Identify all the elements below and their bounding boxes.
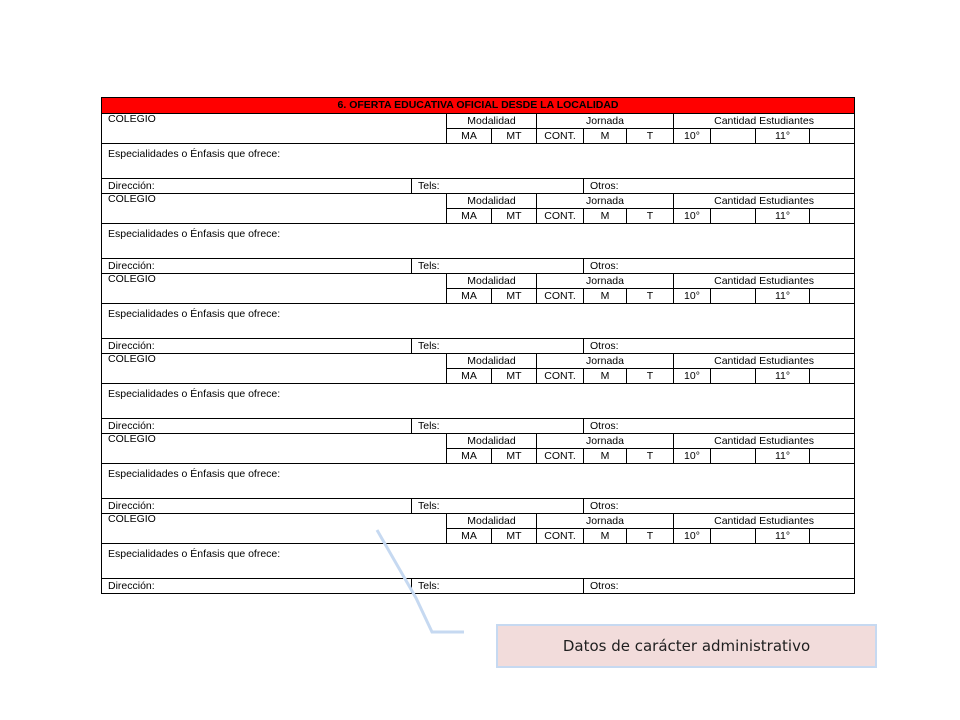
direccion-row [102, 579, 855, 594]
grado-11: 11° [756, 289, 810, 304]
modalidad-ma: MA [447, 289, 492, 304]
modalidad-ma: MA [447, 129, 492, 144]
especialidades-label: Especialidades o Énfasis que ofrece: [102, 544, 855, 579]
jornada-header: Jornada [537, 194, 674, 209]
jornada-cont: CONT. [537, 449, 584, 464]
direccion-label: Dirección: [102, 259, 412, 274]
grado-10: 10° [674, 289, 711, 304]
colegio-label: COLEGIO [102, 114, 447, 144]
colegio-label: COLEGIO [102, 354, 447, 384]
modalidad-header: Modalidad [447, 274, 537, 289]
jornada-t: T [627, 449, 674, 464]
jornada-t: T [627, 289, 674, 304]
especialidades-row [102, 224, 855, 259]
jornada-m: M [584, 449, 627, 464]
modalidad-mt: MT [492, 129, 537, 144]
grado-10-value-cell [711, 289, 756, 304]
jornada-t: T [627, 129, 674, 144]
modalidad-mt: MT [492, 449, 537, 464]
especialidades-label: Especialidades o Énfasis que ofrece: [102, 144, 855, 179]
colegio-label: COLEGIO [102, 194, 447, 224]
jornada-cont: CONT. [537, 209, 584, 224]
colegio-row [102, 274, 855, 289]
modalidad-ma: MA [447, 209, 492, 224]
otros-label: Otros: [584, 339, 855, 354]
colegio-row [102, 514, 855, 529]
grado-11: 11° [756, 369, 810, 384]
otros-label: Otros: [584, 259, 855, 274]
jornada-m: M [584, 209, 627, 224]
grado-10: 10° [674, 209, 711, 224]
jornada-header: Jornada [537, 274, 674, 289]
jornada-cont: CONT. [537, 369, 584, 384]
grado-10: 10° [674, 129, 711, 144]
grado-11-value-cell [810, 369, 855, 384]
modalidad-header: Modalidad [447, 514, 537, 529]
grado-11-value-cell [810, 289, 855, 304]
grado-10: 10° [674, 449, 711, 464]
grado-10-value-cell [711, 369, 756, 384]
grado-10-value-cell [711, 129, 756, 144]
jornada-cont: CONT. [537, 129, 584, 144]
jornada-cont: CONT. [537, 289, 584, 304]
grado-11: 11° [756, 129, 810, 144]
callout-box [496, 624, 877, 668]
tels-label: Tels: [412, 419, 584, 434]
jornada-t: T [627, 529, 674, 544]
grado-11-value-cell [810, 449, 855, 464]
especialidades-label: Especialidades o Énfasis que ofrece: [102, 464, 855, 499]
form-title-row [102, 98, 855, 114]
especialidades-label: Especialidades o Énfasis que ofrece: [102, 384, 855, 419]
cantidad-estudiantes-header: Cantidad Estudiantes [674, 114, 855, 129]
direccion-label: Dirección: [102, 339, 412, 354]
colegio-row [102, 434, 855, 449]
tels-label: Tels: [412, 179, 584, 194]
grado-10-value-cell [711, 209, 756, 224]
colegio-row [102, 114, 855, 129]
jornada-header: Jornada [537, 354, 674, 369]
especialidades-row [102, 384, 855, 419]
jornada-header: Jornada [537, 434, 674, 449]
grado-11: 11° [756, 209, 810, 224]
tels-label: Tels: [412, 499, 584, 514]
callout-text: Datos de carácter administrativo [562, 637, 811, 655]
grado-11: 11° [756, 529, 810, 544]
grado-11-value-cell [810, 529, 855, 544]
otros-label: Otros: [584, 499, 855, 514]
direccion-row [102, 419, 855, 434]
direccion-row [102, 259, 855, 274]
jornada-t: T [627, 369, 674, 384]
grado-10-value-cell [711, 449, 756, 464]
especialidades-row [102, 464, 855, 499]
jornada-m: M [584, 529, 627, 544]
modalidad-header: Modalidad [447, 354, 537, 369]
cantidad-estudiantes-header: Cantidad Estudiantes [674, 354, 855, 369]
otros-label: Otros: [584, 419, 855, 434]
modalidad-mt: MT [492, 369, 537, 384]
grado-10: 10° [674, 529, 711, 544]
colegio-row [102, 194, 855, 209]
modalidad-header: Modalidad [447, 194, 537, 209]
tels-label: Tels: [412, 579, 584, 594]
cantidad-estudiantes-header: Cantidad Estudiantes [674, 434, 855, 449]
direccion-label: Dirección: [102, 179, 412, 194]
direccion-label: Dirección: [102, 579, 412, 594]
tels-label: Tels: [412, 259, 584, 274]
modalidad-mt: MT [492, 289, 537, 304]
jornada-m: M [584, 369, 627, 384]
oferta-educativa-form [101, 97, 855, 594]
modalidad-header: Modalidad [447, 434, 537, 449]
grado-11: 11° [756, 449, 810, 464]
jornada-m: M [584, 129, 627, 144]
grado-10-value-cell [711, 529, 756, 544]
especialidades-row [102, 544, 855, 579]
modalidad-ma: MA [447, 529, 492, 544]
colegio-label: COLEGIO [102, 514, 447, 544]
especialidades-label: Especialidades o Énfasis que ofrece: [102, 224, 855, 259]
especialidades-row [102, 144, 855, 179]
colegio-row [102, 354, 855, 369]
especialidades-row [102, 304, 855, 339]
modalidad-ma: MA [447, 449, 492, 464]
especialidades-label: Especialidades o Énfasis que ofrece: [102, 304, 855, 339]
grado-11-value-cell [810, 129, 855, 144]
grado-10: 10° [674, 369, 711, 384]
direccion-row [102, 179, 855, 194]
direccion-label: Dirección: [102, 499, 412, 514]
direccion-row [102, 499, 855, 514]
modalidad-mt: MT [492, 209, 537, 224]
otros-label: Otros: [584, 179, 855, 194]
cantidad-estudiantes-header: Cantidad Estudiantes [674, 194, 855, 209]
form-title: 6. OFERTA EDUCATIVA OFICIAL DESDE LA LOCALIDAD [102, 98, 855, 114]
colegio-label: COLEGIO [102, 274, 447, 304]
otros-label: Otros: [584, 579, 855, 594]
grado-11-value-cell [810, 209, 855, 224]
modalidad-ma: MA [447, 369, 492, 384]
tels-label: Tels: [412, 339, 584, 354]
modalidad-header: Modalidad [447, 114, 537, 129]
direccion-row [102, 339, 855, 354]
colegio-label: COLEGIO [102, 434, 447, 464]
jornada-m: M [584, 289, 627, 304]
cantidad-estudiantes-header: Cantidad Estudiantes [674, 274, 855, 289]
jornada-header: Jornada [537, 114, 674, 129]
jornada-cont: CONT. [537, 529, 584, 544]
jornada-header: Jornada [537, 514, 674, 529]
direccion-label: Dirección: [102, 419, 412, 434]
modalidad-mt: MT [492, 529, 537, 544]
cantidad-estudiantes-header: Cantidad Estudiantes [674, 514, 855, 529]
jornada-t: T [627, 209, 674, 224]
